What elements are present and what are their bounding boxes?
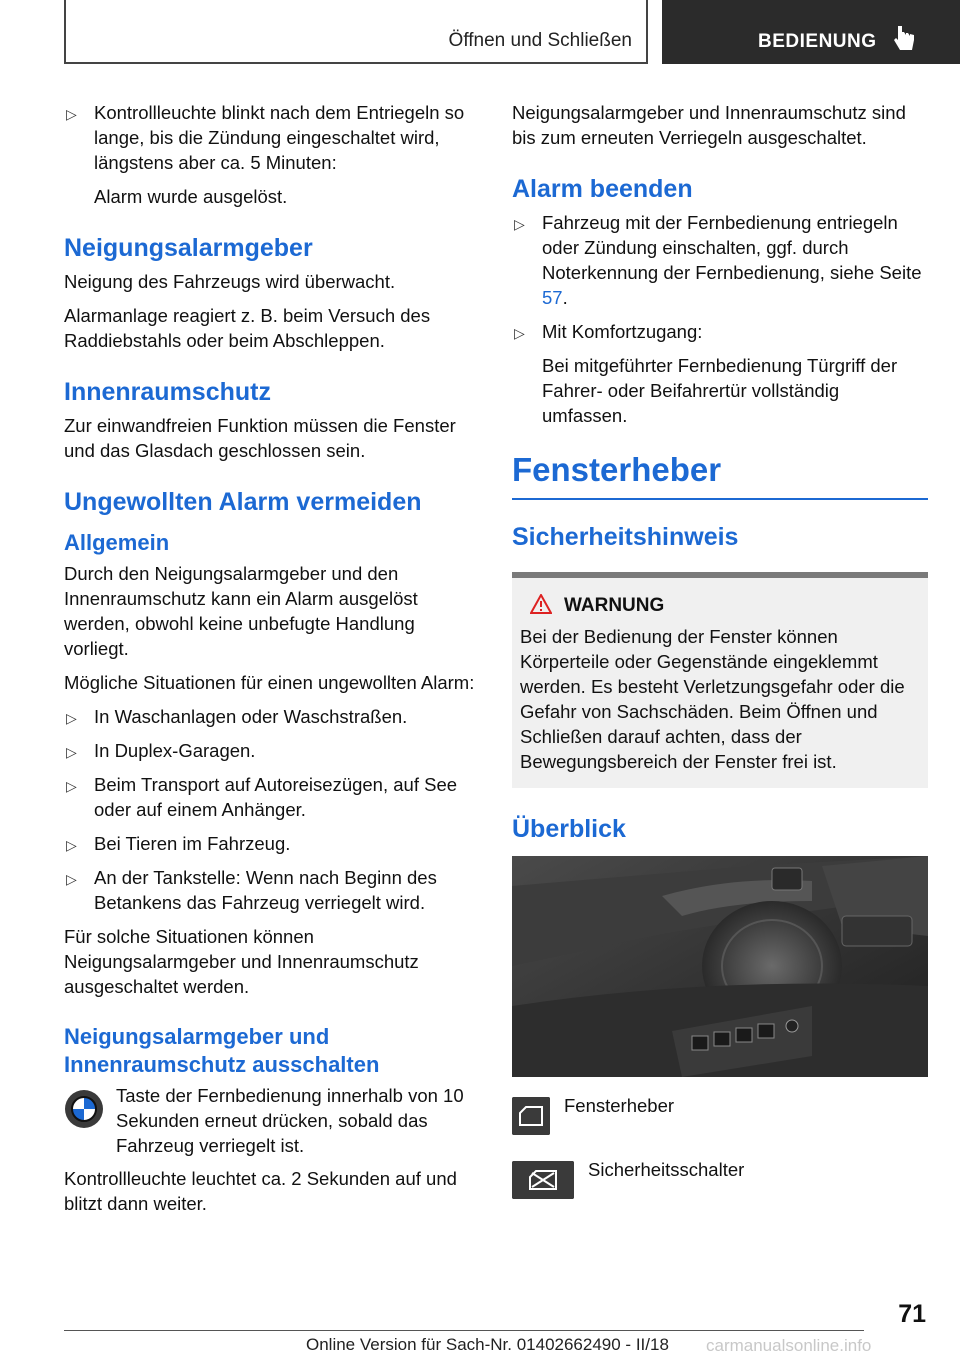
triangle-bullet-icon: ▷ [66, 106, 77, 122]
header-section-tab [64, 0, 648, 64]
warning-box [512, 572, 928, 788]
triangle-bullet-icon: ▷ [514, 325, 525, 341]
list-item: ▷ In Waschanlagen oder Waschstraßen. [64, 704, 480, 729]
heading-fensterheber: Fensterheber [512, 450, 928, 500]
heading-ungewollten-alarm: Ungewollten Alarm vermeiden [64, 488, 422, 516]
heading-neigungsalarmgeber: Neigungsalarmgeber [64, 234, 313, 262]
triangle-bullet-icon: ▷ [66, 837, 77, 853]
footer-watermark: carmanualsonline.info [706, 1336, 872, 1355]
footer-divider [64, 1330, 864, 1331]
paragraph: Durch den Neigungsalarmgeber und den Innenraumschutz kann ein Alarm ausgelöst werden, obwohl keine unbefugte Handlung vorliegt. [64, 563, 418, 659]
warning-title: WARNUNG [520, 594, 920, 618]
list-item: ▷ Beim Transport auf Autoreisezügen, auf See oder auf einem Anhänger. [66, 774, 458, 820]
paragraph: Neigungsalarmgeber und Innenraumschutz sind bis zum erneuten Verriegeln ausgeschaltet. [512, 102, 906, 148]
key-instruction: Taste der Fernbedienung innerhalb von 10 Sekunden erneut drücken, sobald das Fahrzeug verriegelt ist. [64, 1083, 480, 1158]
heading-sicherheitshinweis: Sicherheitshinweis [512, 523, 739, 551]
icon-legend-row [512, 1157, 928, 1205]
bmw-key-icon [64, 1089, 104, 1129]
list-item-sub: Alarm wurde ausgelöst. [94, 186, 288, 207]
paragraph: Neigung des Fahrzeugs wird überwacht. [64, 271, 396, 292]
safety-switch-icon [512, 1161, 574, 1199]
triangle-bullet-icon: ▷ [514, 216, 525, 232]
right-column [512, 100, 928, 1205]
heading-allgemein: Allgemein [64, 530, 170, 555]
list-item: ▷ In Duplex-Garagen. [64, 738, 480, 763]
list-item: ▷ Mit Komfortzugang: [512, 319, 928, 344]
paragraph: Zur einwandfreien Funktion müssen die Fenster und das Glasdach geschlossen sein. [64, 415, 456, 461]
triangle-bullet-icon: ▷ [66, 744, 77, 760]
left-column [64, 100, 480, 1225]
paragraph: Mögliche Situationen für einen ungewollten Alarm: [64, 672, 475, 693]
triangle-bullet-icon: ▷ [66, 778, 77, 794]
warning-triangle-icon [530, 594, 552, 614]
triangle-bullet-icon: ▷ [66, 871, 77, 887]
window-lift-icon [512, 1097, 550, 1135]
warning-text: Bei der Bedienung der Fenster können Körperteile oder Gegenstände eingeklemmt werden. Es besteht Verletzungsgefahr oder die Gefahr von Sachschäden. Beim Öffnen und Schließen darauf achten, dass der Bewegungsbereich der Fenster frei ist. [520, 626, 905, 772]
page-link[interactable]: 57 [542, 287, 563, 308]
icon-label-fensterheber: Fensterheber [564, 1095, 675, 1116]
list-item: ▷ Fahrzeug mit der Fernbedienung entriegeln oder Zündung einschalten, ggf. durch Noterkennung der Fernbedienung, siehe Seite 57. [514, 212, 922, 308]
header-chapter-title: BEDIENUNG [758, 31, 877, 52]
list-item-sub: Bei mitgeführter Fernbedienung Türgriff der Fahrer- oder Beifahrertür vollständig umfassen. [542, 355, 898, 426]
paragraph: Kontrollleuchte leuchtet ca. 2 Sekunden auf und blitzt dann weiter. [64, 1168, 457, 1214]
page-number: 71 [898, 1300, 926, 1328]
triangle-bullet-icon: ▷ [66, 710, 77, 726]
list-item: ▷ Bei Tieren im Fahrzeug. [64, 831, 480, 856]
icon-label-sicherheitsschalter: Sicherheitsschalter [588, 1159, 745, 1180]
paragraph: Für solche Situationen können Neigungsalarmgeber und Innenraumschutz ausgeschaltet werden. [64, 926, 419, 997]
footer-online-version: Online Version für Sach-Nr. 01402662490 - II/18 [306, 1335, 669, 1354]
list-item: ▷ An der Tankstelle: Wenn nach Beginn des Betankens das Fahrzeug verriegelt wird. [66, 867, 437, 913]
heading-innenraumschutz: Innenraumschutz [64, 378, 271, 406]
heading-alarm-beenden: Alarm beenden [512, 175, 693, 203]
icon-legend-row [512, 1093, 928, 1141]
heading-ueberblick: Überblick [512, 815, 626, 843]
heading-ausschalten: Neigungsalarmgeber und Innenraumschutz ausschalten [64, 1024, 380, 1077]
header-section-title: Öffnen und Schließen [448, 30, 632, 51]
header-chapter-tab [662, 0, 960, 64]
pointing-hand-icon [894, 24, 916, 54]
paragraph: Alarmanlage reagiert z. B. beim Versuch des Raddiebstahls oder beim Abschleppen. [64, 305, 431, 351]
list-item: ▷ Kontrollleuchte blinkt nach dem Entriegeln so lange, bis die Zündung eingeschaltet wird, längstens aber ca. 5 Minuten: [66, 102, 465, 173]
door-panel-photo [512, 856, 928, 1077]
